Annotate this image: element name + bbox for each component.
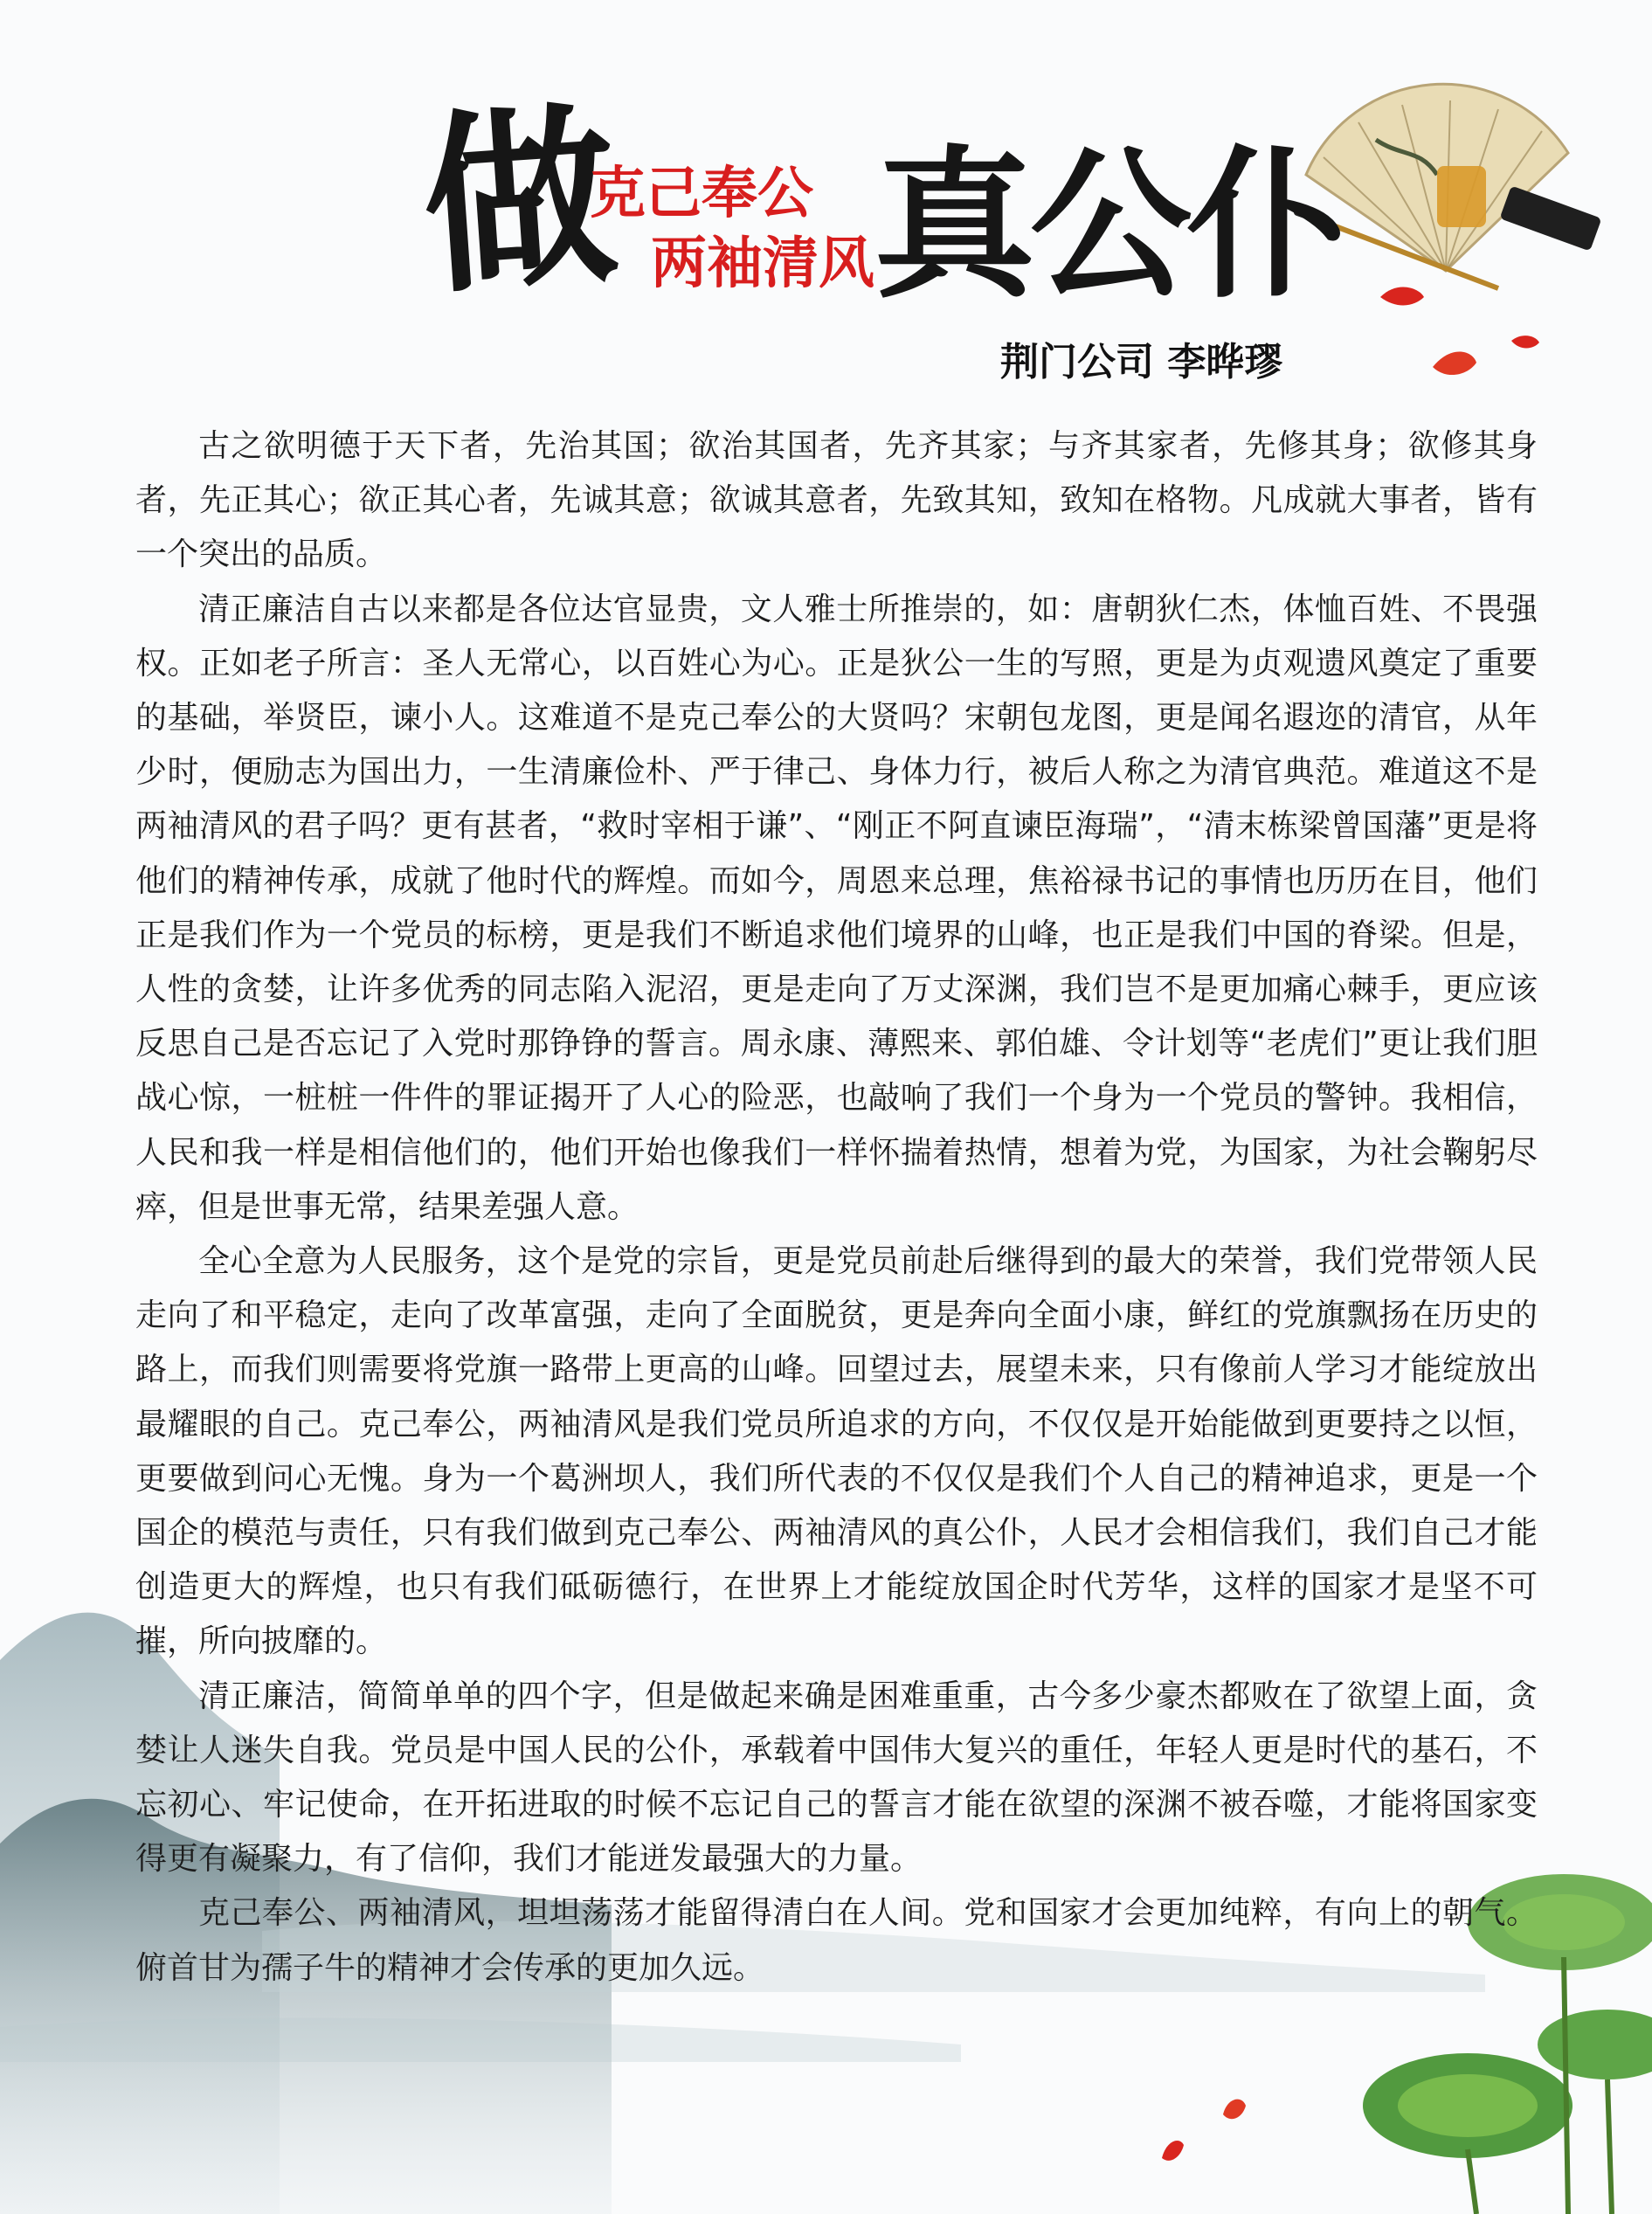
title-zhen-gong-pu: 真公仆 xyxy=(874,129,1343,320)
koi-fish-decoration xyxy=(1372,271,1573,402)
article-body xyxy=(135,419,1538,1996)
author-byline: 荆门公司 李晔璆 xyxy=(1000,340,1283,384)
paragraph-5: 克己奉公、两袖清风，坦坦荡荡才能留得清白在人间。党和国家才会更加纯粹，有向上的朝气。俯首甘为孺子牛的精神才会传承的更加久远。 xyxy=(135,1895,1538,1986)
title-char-zuo: 做 xyxy=(416,80,627,321)
slogan-line-1: 克己奉公 xyxy=(590,162,813,226)
koi-fish-bottom-decoration xyxy=(1144,2079,1267,2184)
paragraph-1: 古之欲明德于天下者，先治其国；欲治其国者，先齐其家；与齐其家者，先修其身；欲修其身者，先正其心；欲正其心者，先诚其意；欲诚其意者，先致其知，致知在格物。凡成就大事者，皆有一个突出的品质。 xyxy=(135,428,1538,573)
paragraph-3: 全心全意为人民服务，这个是党的宗旨，更是党员前赴后继得到的最大的荣誉，我们党带领人民走向了和平稳定，走向了改革富强，走向了全面脱贫，更是奔向全面小康，鲜红的党旗飘扬在历史的路上，而我们则需要将党旗一路带上更高的山峰。回望过去，展望未来，只有像前人学习才能绽放出最耀眼的自己。克己奉公，两袖清风是我们党员所追求的方向，不仅仅是开始能做到更要持之以恒，更要做到问心无愧。身为一个葛洲坝人，我们所代表的不仅仅是我们个人自己的精神追求，更是一个国企的模范与责任，只有我们做到克己奉公、两袖清风的真公仆，人民才会相信我们，我们自己才能创造更大的辉煌，也只有我们砥砺德行，在世界上才能绽放国企时代芳华，这样的国家才是坚不可摧，所向披靡的。 xyxy=(135,1243,1538,1660)
paragraph-2: 清正廉洁自古以来都是各位达官显贵，文人雅士所推崇的，如：唐朝狄仁杰，体恤百姓、不畏强权。正如老子所言：圣人无常心，以百姓心为心。正是狄公一生的写照，更是为贞观遗风奠定了重要的基础，举贤臣，谏小人。这难道不是克己奉公的大贤吗？宋朝包龙图，更是闻名遐迩的清官，从年少时，便励志为国出力，一生清廉俭朴、严于律己、身体力行，被后人称之为清官典范。难道这不是两袖清风的君子吗？更有甚者，“救时宰相于谦”、“刚正不阿直谏臣海瑞”，“清末栋梁曾国藩”更是将他们的精神传承，成就了他时代的辉煌。而如今，周恩来总理，焦裕禄书记的事情也历历在目，他们正是我们作为一个党员的标榜，更是我们不断追求他们境界的山峰，也正是我们中国的脊梁。但是，人性的贪婪，让许多优秀的同志陷入泥沼，更是走向了万丈深渊，我们岂不是更加痛心棘手，更应该反思自己是否忘记了入党时那铮铮的誓言。周永康、薄熙来、郭伯雄、令计划等“老虎们”更让我们胆战心惊，一桩桩一件件的罪证揭开了人心的险恶，也敲响了我们一个身为一个党员的警钟。我相信，人民和我一样是相信他们的，他们开始也像我们一样怀揣着热情，想着为党，为国家，为社会鞠躬尽瘁，但是世事无常，结果差强人意。 xyxy=(135,591,1538,1225)
slogan-line-2: 两袖清风 xyxy=(651,232,874,296)
paragraph-4: 清正廉洁，简简单单的四个字，但是做起来确是困难重重，古今多少豪杰都败在了欲望上面，贪婪让人迷失自我。党员是中国人民的公仆，承载着中国伟大复兴的重任，年轻人更是时代的基石，不忘初心、牢记使命，在开拓进取的时候不忘记自己的誓言才能在欲望的深渊不被吞噬，才能将国家变得更有凝聚力，有了信仰，我们才能迸发最强大的力量。 xyxy=(135,1678,1538,1878)
